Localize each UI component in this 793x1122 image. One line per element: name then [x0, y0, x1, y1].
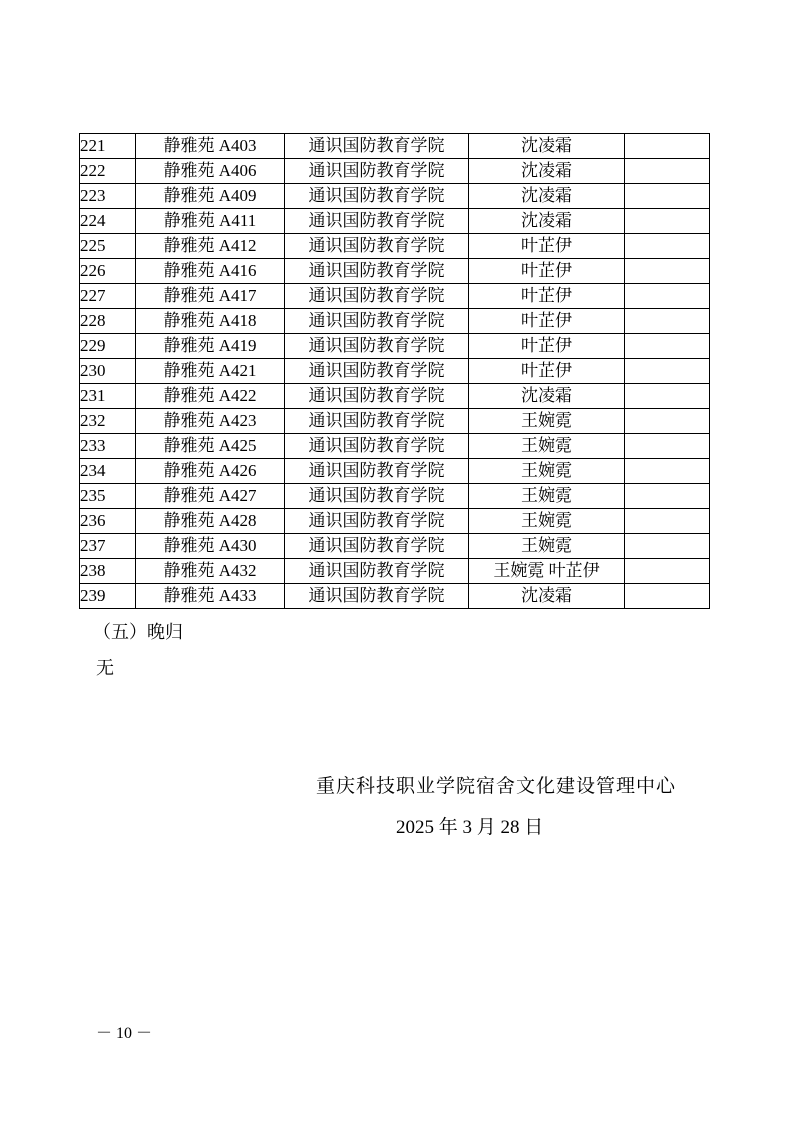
college-cell: 通识国防教育学院	[285, 159, 469, 184]
row-number-cell: 236	[80, 509, 136, 534]
table-row	[80, 184, 710, 209]
table-row	[80, 284, 710, 309]
table-row	[80, 434, 710, 459]
remarks-cell	[625, 509, 710, 534]
table-row	[80, 484, 710, 509]
remarks-cell	[625, 484, 710, 509]
college-cell: 通识国防教育学院	[285, 584, 469, 609]
dorm-room-cell: 静雅苑 A403	[136, 134, 285, 159]
remarks-cell	[625, 184, 710, 209]
table-row	[80, 159, 710, 184]
remarks-cell	[625, 409, 710, 434]
row-number-cell: 238	[80, 559, 136, 584]
college-cell: 通识国防教育学院	[285, 234, 469, 259]
college-cell: 通识国防教育学院	[285, 484, 469, 509]
table-row	[80, 509, 710, 534]
responsible-person-cell: 沈凌霜	[469, 134, 625, 159]
responsible-person-cell: 叶芷伊	[469, 334, 625, 359]
responsible-person-cell: 沈凌霜	[469, 209, 625, 234]
remarks-cell	[625, 559, 710, 584]
college-cell: 通识国防教育学院	[285, 359, 469, 384]
row-number-cell: 232	[80, 409, 136, 434]
row-number-cell: 223	[80, 184, 136, 209]
row-number-cell: 221	[80, 134, 136, 159]
table-row	[80, 309, 710, 334]
row-number-cell: 239	[80, 584, 136, 609]
responsible-person-cell: 沈凌霜	[469, 384, 625, 409]
table-row	[80, 559, 710, 584]
responsible-person-cell: 叶芷伊	[469, 284, 625, 309]
row-number-cell: 226	[80, 259, 136, 284]
remarks-cell	[625, 234, 710, 259]
remarks-cell	[625, 584, 710, 609]
responsible-person-cell: 王婉霓	[469, 509, 625, 534]
college-cell: 通识国防教育学院	[285, 534, 469, 559]
row-number-cell: 225	[80, 234, 136, 259]
college-cell: 通识国防教育学院	[285, 209, 469, 234]
responsible-person-cell: 沈凌霜	[469, 159, 625, 184]
dorm-room-cell: 静雅苑 A418	[136, 309, 285, 334]
document-date: 2025 年 3 月 28 日	[396, 817, 544, 838]
college-cell: 通识国防教育学院	[285, 434, 469, 459]
dorm-room-cell: 静雅苑 A422	[136, 384, 285, 409]
dorm-room-cell: 静雅苑 A425	[136, 434, 285, 459]
row-number-cell: 234	[80, 459, 136, 484]
dorm-room-cell: 静雅苑 A430	[136, 534, 285, 559]
responsible-person-cell: 叶芷伊	[469, 259, 625, 284]
dorm-room-cell: 静雅苑 A428	[136, 509, 285, 534]
row-number-cell: 237	[80, 534, 136, 559]
college-cell: 通识国防教育学院	[285, 509, 469, 534]
page-number: － 10 －	[96, 1025, 153, 1042]
row-number-cell: 230	[80, 359, 136, 384]
dorm-room-cell: 静雅苑 A433	[136, 584, 285, 609]
remarks-cell	[625, 159, 710, 184]
table-row	[80, 334, 710, 359]
dorm-room-cell: 静雅苑 A409	[136, 184, 285, 209]
college-cell: 通识国防教育学院	[285, 284, 469, 309]
dorm-room-cell: 静雅苑 A406	[136, 159, 285, 184]
row-number-cell: 231	[80, 384, 136, 409]
responsible-person-cell: 叶芷伊	[469, 309, 625, 334]
responsible-person-cell: 叶芷伊	[469, 234, 625, 259]
college-cell: 通识国防教育学院	[285, 134, 469, 159]
responsible-person-cell: 沈凌霜	[469, 584, 625, 609]
table-row	[80, 584, 710, 609]
section-body-text: 无	[96, 658, 114, 678]
remarks-cell	[625, 359, 710, 384]
dorm-room-cell: 静雅苑 A417	[136, 284, 285, 309]
remarks-cell	[625, 309, 710, 334]
remarks-cell	[625, 459, 710, 484]
dorm-room-cell: 静雅苑 A419	[136, 334, 285, 359]
remarks-cell	[625, 384, 710, 409]
row-number-cell: 224	[80, 209, 136, 234]
responsible-person-cell: 王婉霓	[469, 409, 625, 434]
college-cell: 通识国防教育学院	[285, 409, 469, 434]
table-row	[80, 209, 710, 234]
row-number-cell: 235	[80, 484, 136, 509]
row-number-cell: 227	[80, 284, 136, 309]
responsible-person-cell: 王婉霓	[469, 434, 625, 459]
responsible-person-cell: 王婉霓	[469, 484, 625, 509]
remarks-cell	[625, 134, 710, 159]
dormitory-records-table	[79, 133, 710, 609]
table-row	[80, 409, 710, 434]
row-number-cell: 233	[80, 434, 136, 459]
college-cell: 通识国防教育学院	[285, 184, 469, 209]
responsible-person-cell: 王婉霓	[469, 534, 625, 559]
college-cell: 通识国防教育学院	[285, 384, 469, 409]
remarks-cell	[625, 209, 710, 234]
dorm-room-cell: 静雅苑 A421	[136, 359, 285, 384]
remarks-cell	[625, 534, 710, 559]
table-row	[80, 259, 710, 284]
issuing-organization: 重庆科技职业学院宿舍文化建设管理中心	[316, 776, 677, 797]
table-row	[80, 134, 710, 159]
dorm-room-cell: 静雅苑 A426	[136, 459, 285, 484]
remarks-cell	[625, 284, 710, 309]
college-cell: 通识国防教育学院	[285, 559, 469, 584]
dorm-room-cell: 静雅苑 A432	[136, 559, 285, 584]
remarks-cell	[625, 334, 710, 359]
college-cell: 通识国防教育学院	[285, 459, 469, 484]
table-row	[80, 234, 710, 259]
responsible-person-cell: 沈凌霜	[469, 184, 625, 209]
college-cell: 通识国防教育学院	[285, 334, 469, 359]
dorm-room-cell: 静雅苑 A427	[136, 484, 285, 509]
dorm-room-cell: 静雅苑 A412	[136, 234, 285, 259]
table-row	[80, 459, 710, 484]
college-cell: 通识国防教育学院	[285, 309, 469, 334]
dorm-room-cell: 静雅苑 A423	[136, 409, 285, 434]
remarks-cell	[625, 434, 710, 459]
dorm-room-cell: 静雅苑 A411	[136, 209, 285, 234]
responsible-person-cell: 王婉霓	[469, 459, 625, 484]
table-row	[80, 384, 710, 409]
remarks-cell	[625, 259, 710, 284]
row-number-cell: 229	[80, 334, 136, 359]
row-number-cell: 228	[80, 309, 136, 334]
responsible-person-cell: 叶芷伊	[469, 359, 625, 384]
table-row	[80, 359, 710, 384]
college-cell: 通识国防教育学院	[285, 259, 469, 284]
dorm-room-cell: 静雅苑 A416	[136, 259, 285, 284]
responsible-person-cell: 王婉霓 叶芷伊	[469, 559, 625, 584]
section-heading: （五）晚归	[93, 622, 183, 642]
records-table-body	[80, 134, 710, 609]
row-number-cell: 222	[80, 159, 136, 184]
table-row	[80, 534, 710, 559]
